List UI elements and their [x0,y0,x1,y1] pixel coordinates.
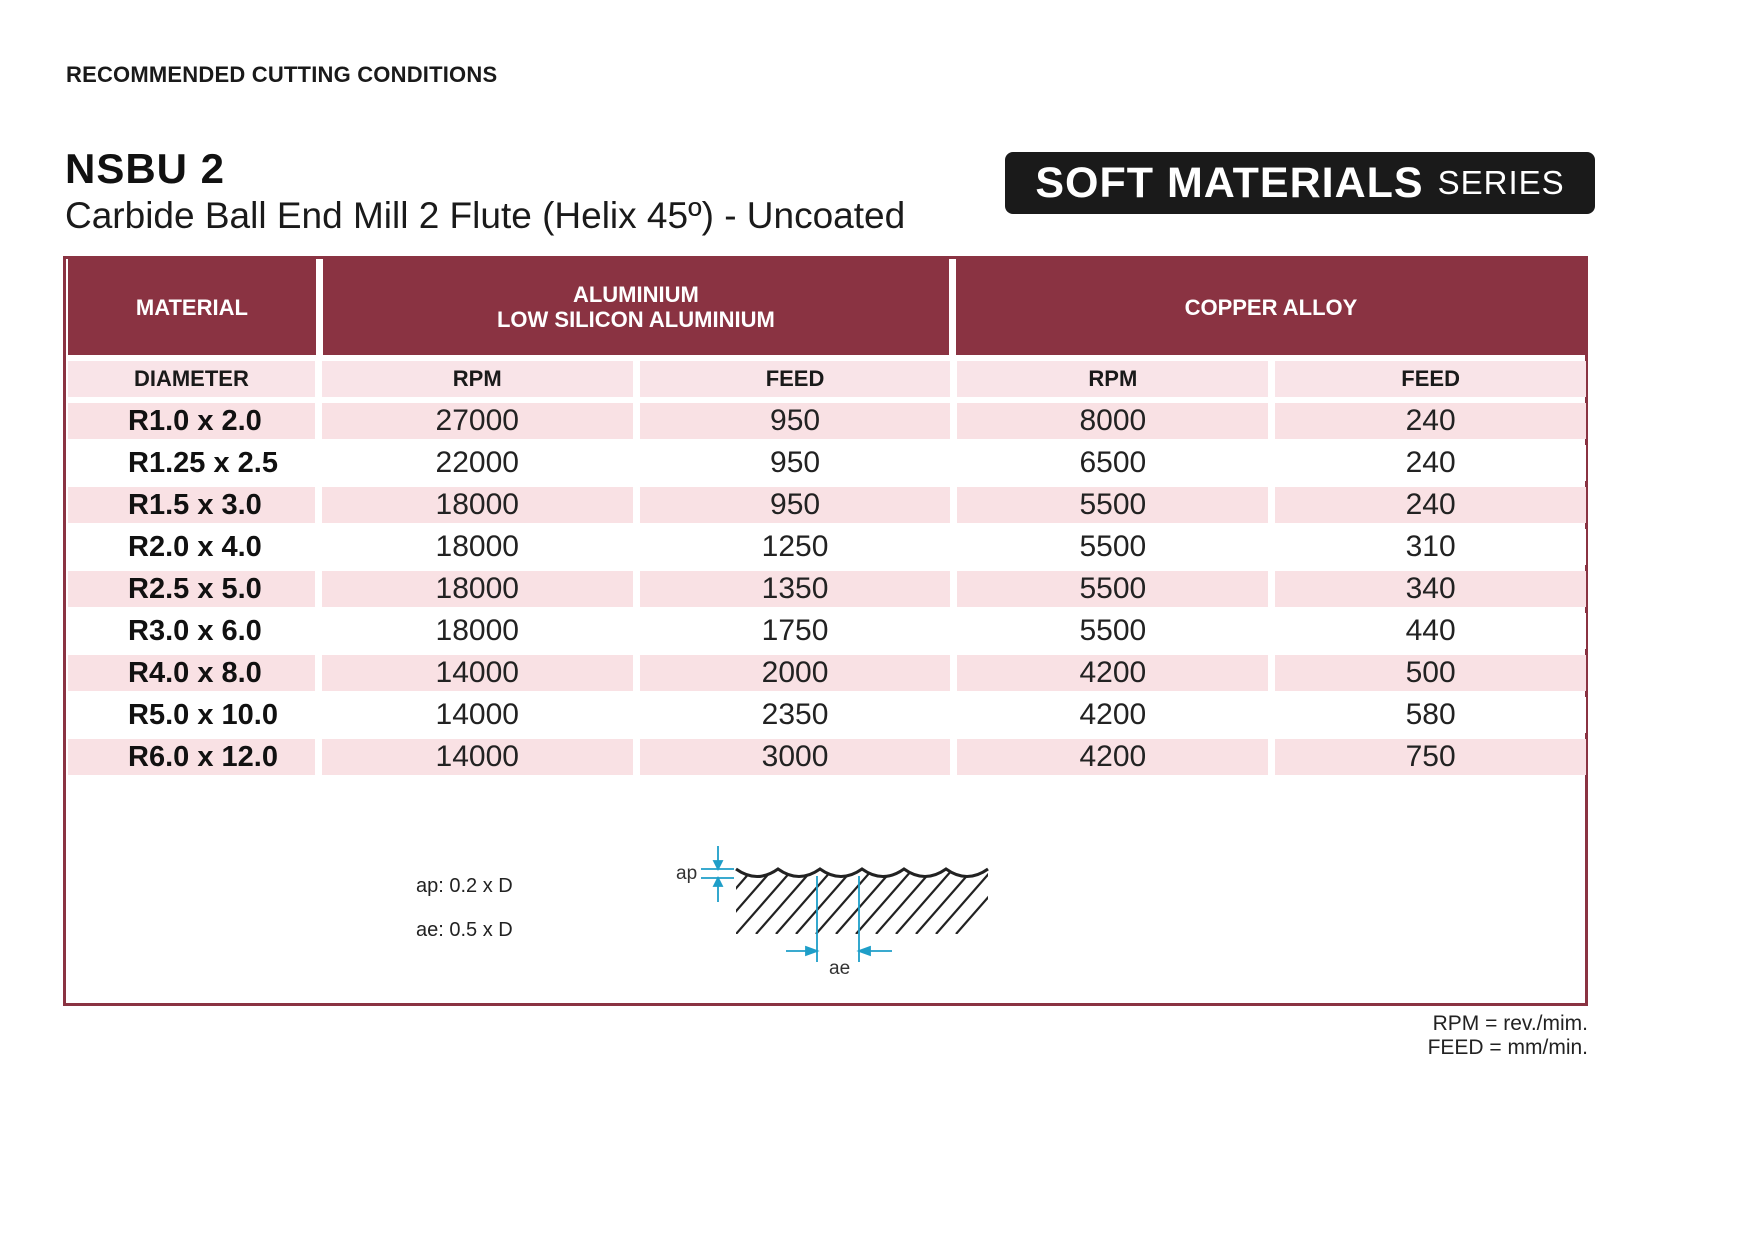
table-row [68,655,1586,691]
product-code: NSBU 2 [65,145,226,192]
cell-cu-feed: 310 [1275,529,1586,565]
ae-diagram-label: ae [829,958,851,979]
header-divider [949,259,956,355]
cell-cu-rpm: 4200 [957,697,1268,733]
material-header: MATERIAL [135,294,248,320]
cell-al-feed: 2000 [640,655,951,691]
cell-diameter: R5.0 x 10.0 [68,697,315,733]
cell-cu-rpm: 4200 [957,655,1268,691]
cell-al-feed: 2350 [640,697,951,733]
table-row [68,403,1586,439]
table-group-header [68,259,1586,355]
cell-diameter: R1.25 x 2.5 [68,445,315,481]
cell-cu-feed: 440 [1275,613,1586,649]
cell-al-rpm: 18000 [322,571,633,607]
scallop-profile [736,869,988,877]
table-row [68,529,1586,565]
cell-cu-rpm: 5500 [957,571,1268,607]
cell-cu-rpm: 5500 [957,613,1268,649]
material-hatch [696,854,1026,934]
aluminium-header-line2: LOW SILICON ALUMINIUM [496,307,775,332]
cell-al-rpm: 14000 [322,739,633,775]
cell-al-feed: 950 [640,403,951,439]
cell-diameter: R4.0 x 8.0 [68,655,315,691]
ae-note: ae: 0.5 x D [416,919,513,941]
cell-al-feed: 950 [640,445,951,481]
cell-cu-rpm: 4200 [957,739,1268,775]
series-badge [1005,152,1595,214]
series-badge-main: SOFT MATERIALS [1035,158,1424,207]
cutting-conditions-table-frame [63,256,1588,1006]
cutting-conditions-table [68,259,1586,775]
column-header-al-rpm: RPM [322,361,633,397]
cell-al-rpm: 14000 [322,655,633,691]
cell-cu-rpm: 5500 [957,487,1268,523]
cell-diameter: R2.5 x 5.0 [68,571,315,607]
cell-cu-feed: 240 [1275,403,1586,439]
cell-al-rpm: 18000 [322,487,633,523]
page-kicker: RECOMMENDED CUTTING CONDITIONS [66,62,498,87]
cell-cu-feed: 240 [1275,487,1586,523]
cell-al-rpm: 18000 [322,613,633,649]
cell-al-rpm: 27000 [322,403,633,439]
units-legend [1400,1012,1588,1060]
cell-al-rpm: 22000 [322,445,633,481]
cell-diameter: R6.0 x 12.0 [68,739,315,775]
ball-end-mill-cut-diagram [656,834,1076,979]
cell-cu-feed: 340 [1275,571,1586,607]
ap-diagram-label: ap [676,863,698,884]
column-header-al-feed: FEED [640,361,951,397]
series-badge-sub: SERIES [1437,164,1565,201]
table-row [68,697,1586,733]
cell-al-feed: 950 [640,487,951,523]
cell-cu-feed: 580 [1275,697,1586,733]
copper-group-header: COPPER ALLOY [1184,294,1358,320]
feed-unit-note: FEED = mm/min. [1427,1036,1588,1059]
column-header-row [68,361,1586,397]
cell-al-feed: 3000 [640,739,951,775]
aluminium-group-header [323,259,949,355]
cell-diameter: R3.0 x 6.0 [68,613,315,649]
aluminium-header-line1: ALUMINIUM [572,282,699,307]
ap-dimension [701,846,734,902]
cell-al-feed: 1750 [640,613,951,649]
cell-cu-feed: 240 [1275,445,1586,481]
rpm-unit-note: RPM = rev./mim. [1432,1012,1588,1035]
table-row [68,571,1586,607]
table-body [68,403,1586,775]
table-row [68,487,1586,523]
cell-al-feed: 1250 [640,529,951,565]
column-header-cu-rpm: RPM [957,361,1268,397]
cell-cu-rpm: 6500 [957,445,1268,481]
cell-al-rpm: 14000 [322,697,633,733]
cell-al-feed: 1350 [640,571,951,607]
column-header-diameter: DIAMETER [68,361,315,397]
table-row [68,445,1586,481]
cell-diameter: R1.0 x 2.0 [68,403,315,439]
product-description: Carbide Ball End Mill 2 Flute (Helix 45º) - Uncoated [65,195,906,236]
cell-diameter: R2.0 x 4.0 [68,529,315,565]
table-row [68,613,1586,649]
cell-cu-rpm: 8000 [957,403,1268,439]
cell-diameter: R1.5 x 3.0 [68,487,315,523]
column-header-cu-feed: FEED [1275,361,1586,397]
cell-cu-feed: 500 [1275,655,1586,691]
cell-al-rpm: 18000 [322,529,633,565]
table-row [68,739,1586,775]
ap-note: ap: 0.2 x D [416,875,513,897]
cell-cu-feed: 750 [1275,739,1586,775]
header-divider [316,259,323,355]
cell-cu-rpm: 5500 [957,529,1268,565]
